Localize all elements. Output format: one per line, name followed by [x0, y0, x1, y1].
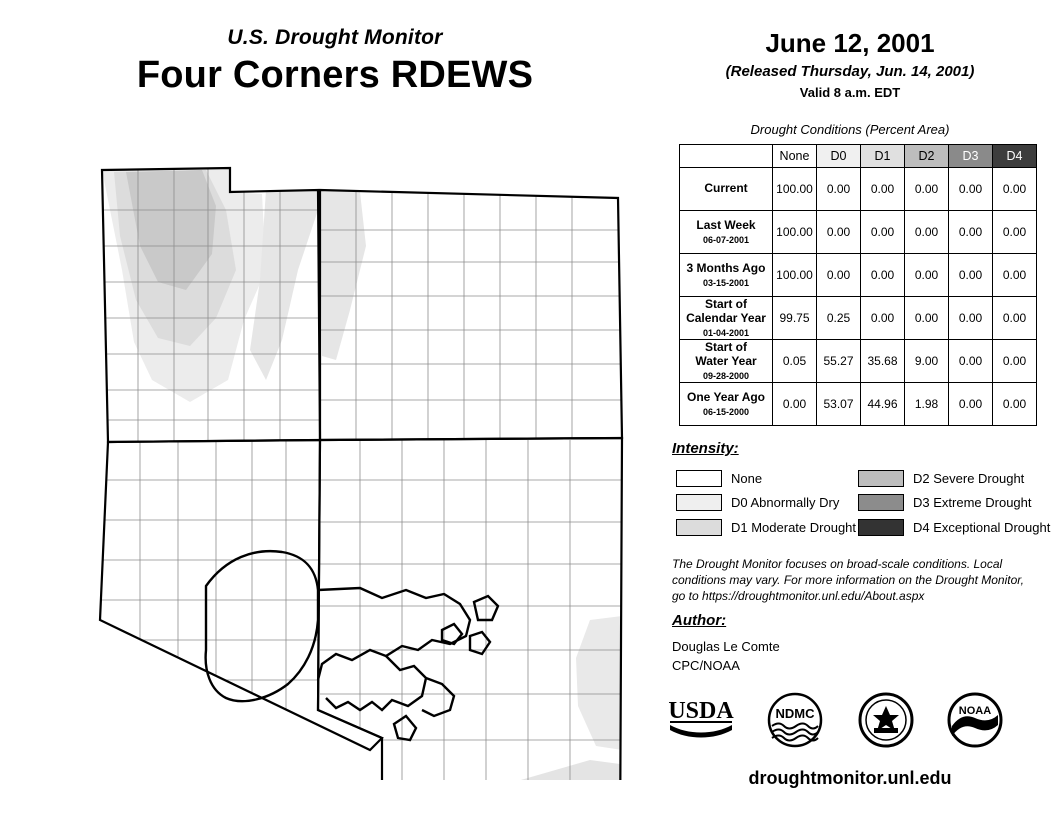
ndmc-logo [762, 692, 828, 753]
legend-item-d4 [858, 519, 1050, 536]
cell-d3: 0.00 [949, 340, 993, 383]
legend-label-d3: D3 Extreme Drought [913, 495, 1032, 510]
legend-label-d0: D0 Abnormally Dry [731, 495, 840, 510]
usda-logo [664, 692, 738, 749]
swatch-d4-icon [858, 519, 904, 536]
cell-d0: 0.00 [817, 254, 861, 297]
cell-d3: 0.00 [949, 297, 993, 340]
map-svg [30, 150, 640, 780]
swatch-d1-icon [676, 519, 722, 536]
cell-none: 100.00 [773, 254, 817, 297]
logo-strip [660, 692, 1040, 754]
header-d1: D1 [861, 145, 905, 168]
cell-d2: 0.00 [905, 297, 949, 340]
legend-label-d1: D1 Moderate Drought [731, 520, 857, 535]
cell-d1: 35.68 [861, 340, 905, 383]
cell-d2: 0.00 [905, 168, 949, 211]
table-row [680, 340, 1037, 383]
svg-text:USDA: USDA [668, 698, 734, 724]
noaa-logo [944, 692, 1006, 753]
swatch-d2-icon [858, 470, 904, 487]
legend-item-d1 [676, 519, 856, 536]
row-label-start-of-calendar-year [680, 297, 773, 340]
svg-text:NDMC: NDMC [775, 706, 815, 721]
cell-none: 0.05 [773, 340, 817, 383]
cell-d0: 53.07 [817, 383, 861, 426]
row-label-date: 06-15-2000 [702, 406, 750, 417]
cell-d4: 0.00 [993, 211, 1037, 254]
row-label-one-year-ago [680, 383, 773, 426]
cell-d4: 0.00 [993, 383, 1037, 426]
cell-d0: 0.00 [817, 211, 861, 254]
author-title: Author: [672, 612, 727, 629]
row-label-date: 01-04-2001 [702, 327, 750, 338]
header-d4: D4 [993, 145, 1037, 168]
cell-d3: 0.00 [949, 254, 993, 297]
table-header-row [680, 145, 1037, 168]
cell-d1: 0.00 [861, 254, 905, 297]
cell-none: 100.00 [773, 168, 817, 211]
valid-date: June 12, 2001 [765, 28, 935, 58]
table-row [680, 254, 1037, 297]
row-label-text: 3 Months Ago [686, 260, 766, 275]
drought-map[interactable] [30, 150, 640, 780]
title-block [40, 26, 630, 97]
date-block [660, 28, 1040, 100]
cell-d4: 0.00 [993, 168, 1037, 211]
table-row [680, 168, 1037, 211]
swatch-none-icon [676, 470, 722, 487]
cell-d1: 44.96 [861, 383, 905, 426]
row-label-date: 06-07-2001 [702, 234, 750, 245]
row-label-line1: Start of [705, 340, 747, 355]
cell-none: 99.75 [773, 297, 817, 340]
disclaimer-text: The Drought Monitor focuses on broad-scale conditions. Local conditions may vary. For more information on the Drought Monitor, go to https://droughtmonitor.unl.edu/About.aspx [672, 557, 1024, 604]
website-url[interactable]: droughtmonitor.unl.edu [748, 768, 952, 788]
legend-label-d2: D2 Severe Drought [913, 471, 1025, 486]
cell-d4: 0.00 [993, 254, 1037, 297]
state-colorado [320, 190, 622, 440]
cell-d1: 0.00 [861, 297, 905, 340]
swatch-d3-icon [858, 494, 904, 511]
cell-d1: 0.00 [861, 211, 905, 254]
intensity-legend-title: Intensity: [672, 440, 739, 457]
product-subtitle: U.S. Drought Monitor [227, 26, 443, 49]
state-newmexico [318, 438, 622, 780]
cell-d4: 0.00 [993, 297, 1037, 340]
legend-label-d4: D4 Exceptional Drought [913, 520, 1051, 535]
cell-d2: 0.00 [905, 254, 949, 297]
legend-item-none [676, 470, 762, 487]
row-label-date: 09-28-2000 [702, 370, 750, 381]
cell-d4: 0.00 [993, 340, 1037, 383]
svg-text:NOAA: NOAA [958, 705, 992, 717]
header-d3: D3 [949, 145, 993, 168]
header-blank [680, 145, 773, 168]
row-label-text: Last Week [696, 217, 756, 232]
cell-d1: 0.00 [861, 168, 905, 211]
cell-d2: 0.00 [905, 211, 949, 254]
legend-item-d2 [858, 470, 1024, 487]
author-affiliation: CPC/NOAA [672, 657, 740, 673]
author-block [672, 638, 780, 676]
row-label-line1: Start of [705, 297, 747, 312]
row-label-current [680, 168, 773, 211]
cell-d0: 0.00 [817, 168, 861, 211]
header-d0: D0 [817, 145, 861, 168]
valid-time: Valid 8 a.m. EDT [799, 85, 901, 100]
cell-none: 0.00 [773, 383, 817, 426]
cell-none: 100.00 [773, 211, 817, 254]
author-name: Douglas Le Comte [672, 639, 780, 654]
row-label-three-months-ago [680, 254, 773, 297]
row-label-line2: Calendar Year [686, 310, 766, 325]
row-label-text: One Year Ago [686, 389, 766, 404]
table-row [680, 383, 1037, 426]
page-title: Four Corners RDEWS [136, 54, 534, 96]
cell-d3: 0.00 [949, 383, 993, 426]
table-row [680, 211, 1037, 254]
row-label-date: 03-15-2001 [702, 277, 750, 288]
legend-item-d3 [858, 494, 1032, 511]
table-row [680, 297, 1037, 340]
cell-d2: 1.98 [905, 383, 949, 426]
row-label-last-week [680, 211, 773, 254]
release-date: (Released Thursday, Jun. 14, 2001) [725, 63, 975, 80]
legend-item-d0 [676, 494, 839, 511]
drought-conditions-table [679, 144, 1037, 426]
row-label-text: Current [704, 181, 748, 196]
noaa-seal-logo [856, 692, 916, 753]
legend-label-none: None [731, 471, 763, 486]
table-caption: Drought Conditions (Percent Area) [750, 122, 950, 137]
cell-d0: 0.25 [817, 297, 861, 340]
cell-d2: 9.00 [905, 340, 949, 383]
header-none: None [773, 145, 817, 168]
row-label-line2: Water Year [695, 353, 757, 368]
swatch-d0-icon [676, 494, 722, 511]
cell-d0: 55.27 [817, 340, 861, 383]
row-label-start-of-water-year [680, 340, 773, 383]
header-d2: D2 [905, 145, 949, 168]
cell-d3: 0.00 [949, 168, 993, 211]
cell-d3: 0.00 [949, 211, 993, 254]
